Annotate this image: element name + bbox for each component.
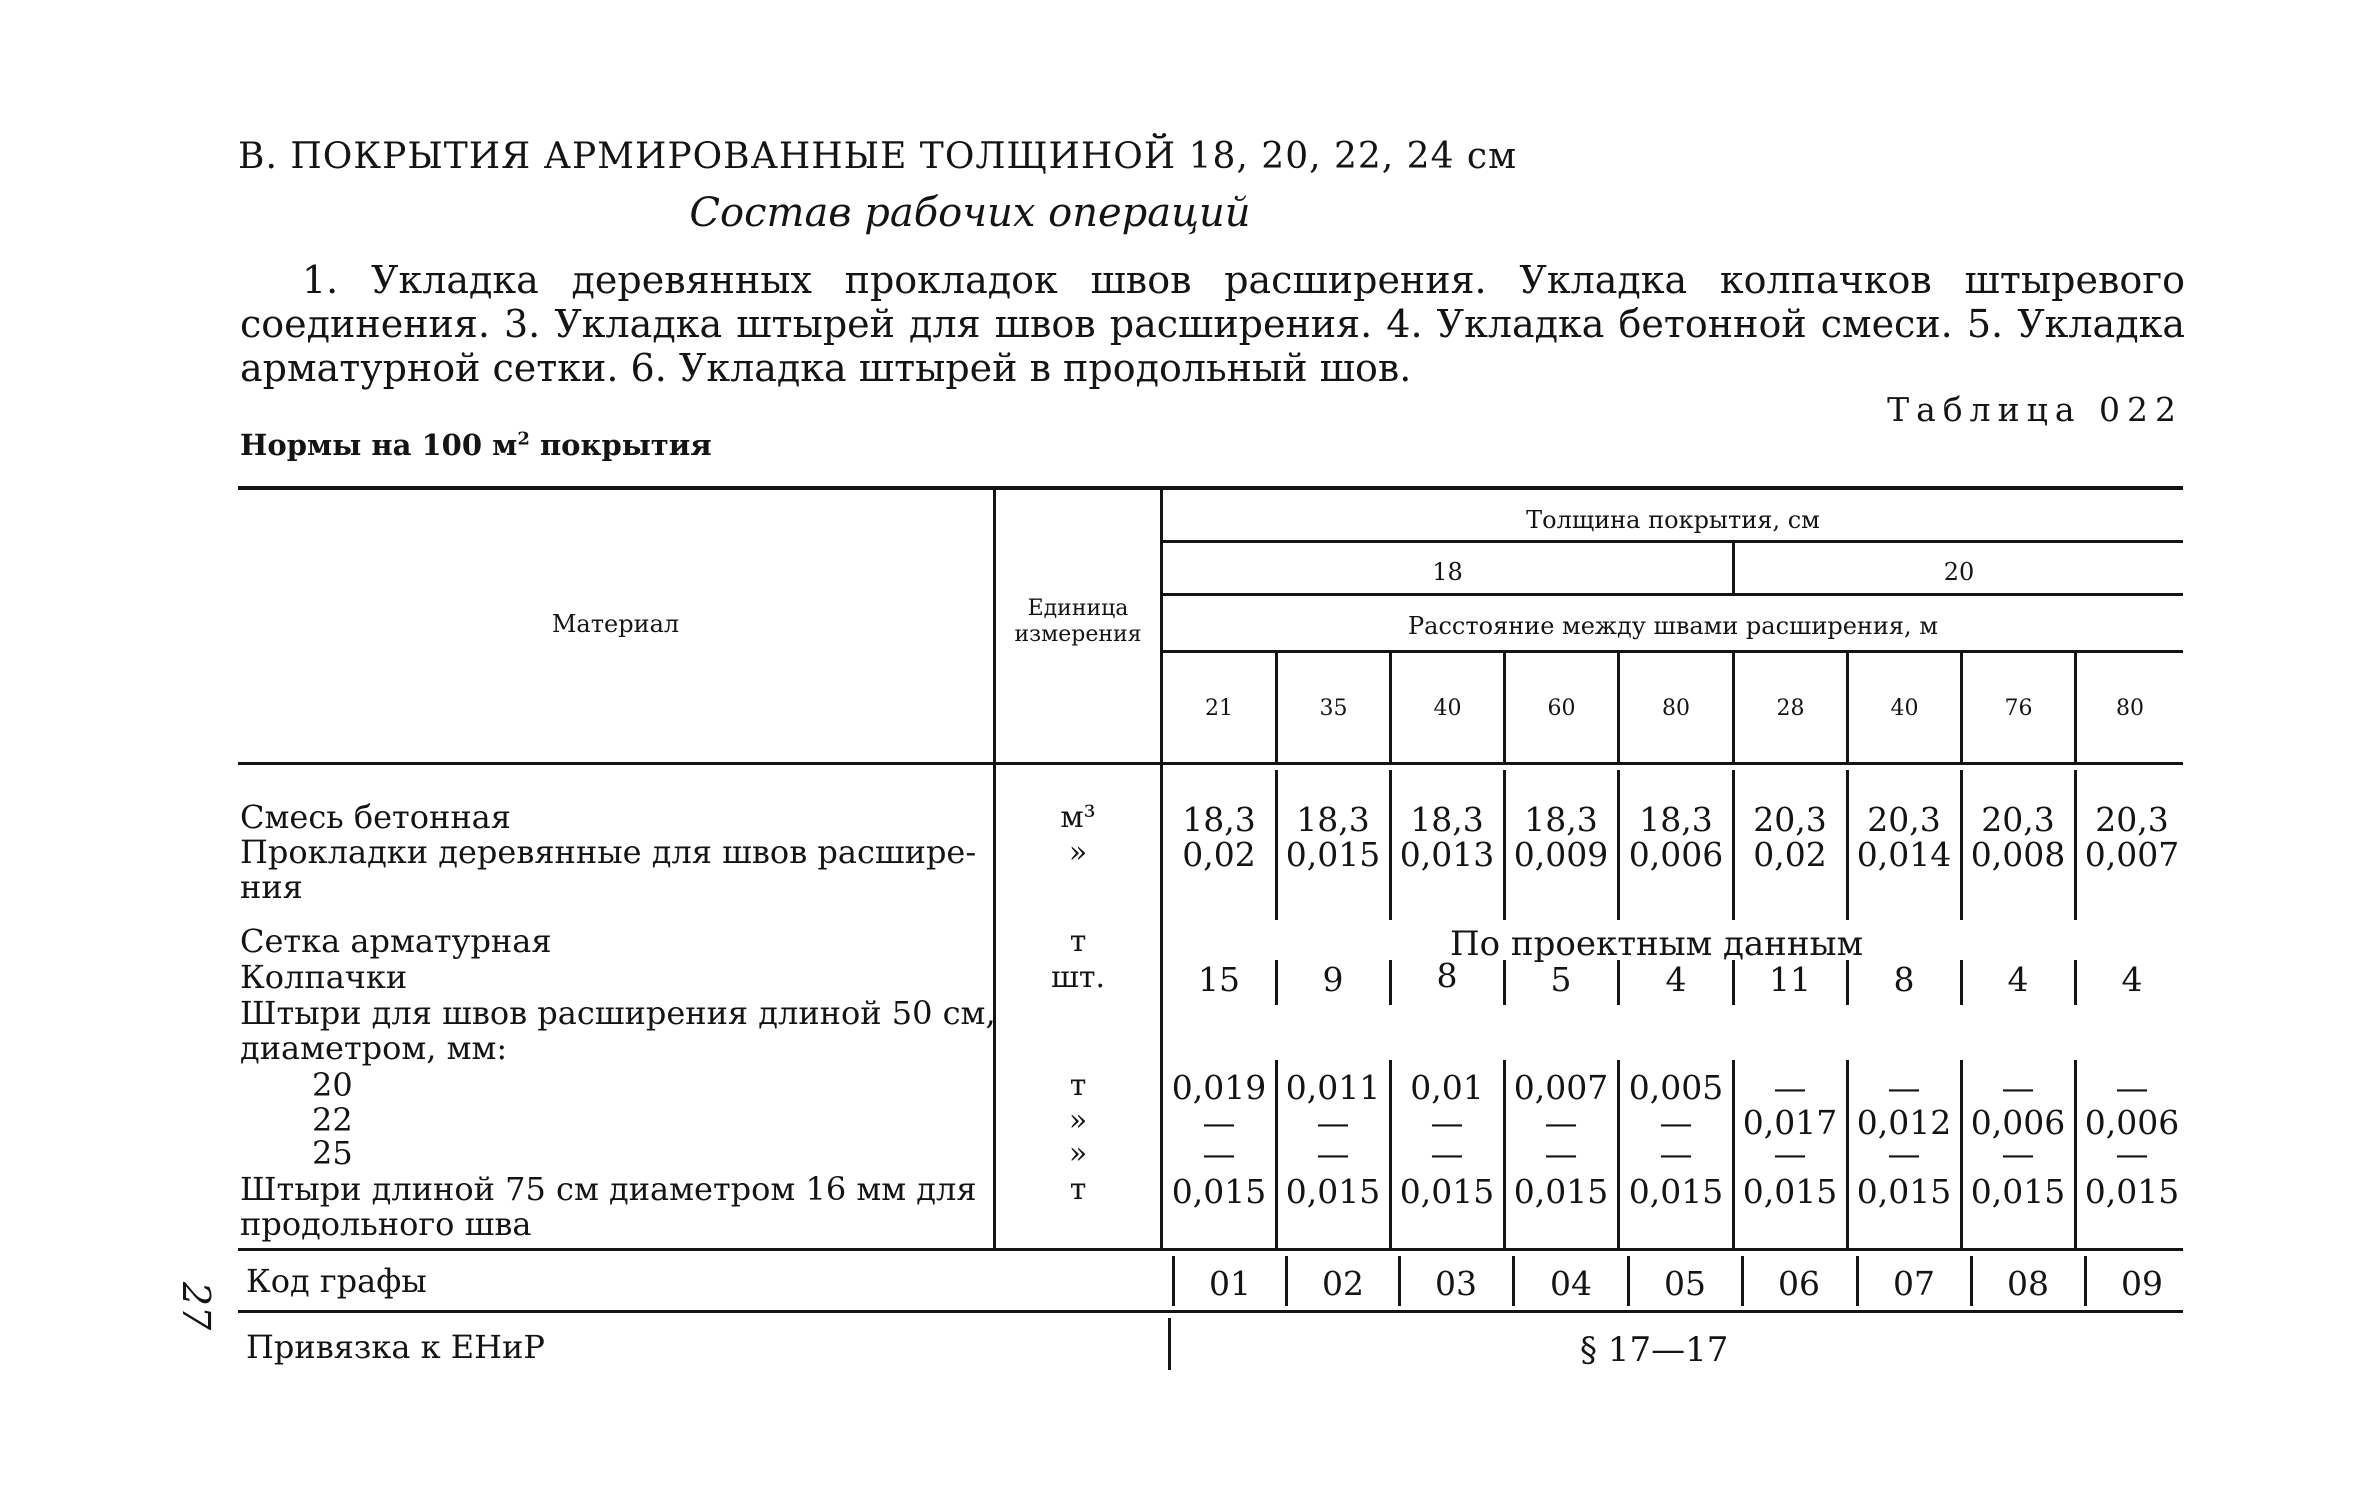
code-bottom-rule	[238, 1310, 2183, 1313]
row-value: 15	[1198, 960, 1240, 999]
row-value: —	[1887, 1068, 1921, 1107]
row-value: 0,007	[1513, 1068, 1609, 1107]
row-value: 0,015	[1285, 835, 1381, 874]
operations-paragraph: 1. Укладка деревянных прокладок швов расширения. Укладка колпачков штыревого соединения. 3. Укладка штырей для швов расширения. 4. Укладка бетонной смеси. 5. Укладка арматурной сетки. 6. Укладка штырей в продольный шов.	[240, 258, 2185, 390]
row-value: 0,02	[1182, 835, 1256, 874]
row-value: —	[1316, 1103, 1350, 1142]
code-value: 04	[1550, 1264, 1592, 1303]
row-value: 0,013	[1399, 835, 1495, 874]
row-value: 0,015	[1399, 1172, 1495, 1211]
row-value: —	[1544, 1103, 1578, 1142]
row-unit: м³	[1060, 800, 1096, 835]
code-value: 09	[2121, 1264, 2163, 1303]
code-value: 08	[2007, 1264, 2049, 1303]
row-material: Штыри для швов расширения длиной 50 см,	[240, 994, 996, 1032]
row-value: 0,015	[1742, 1172, 1838, 1211]
distance-col-2: 35	[1319, 696, 1348, 721]
row-material: 25	[312, 1134, 353, 1172]
row-value: 8	[1893, 960, 1915, 999]
distance-col-5: 80	[1662, 696, 1690, 721]
norms-label-sup: 2	[517, 428, 530, 450]
row-value: 9	[1322, 960, 1344, 999]
distance-col-1: 21	[1205, 696, 1233, 721]
code-row-label: Код графы	[246, 1262, 427, 1300]
row-value: 0,015	[1628, 1172, 1724, 1211]
row-value: —	[1430, 1103, 1464, 1142]
distance-col-4: 60	[1547, 696, 1576, 721]
row-value: —	[2001, 1134, 2035, 1173]
row-value: —	[1430, 1134, 1464, 1173]
row-value: 0,017	[1742, 1103, 1838, 1142]
row-material-cont: диаметром, мм:	[240, 1029, 508, 1067]
row-value: —	[2115, 1134, 2149, 1173]
code-value: 07	[1893, 1264, 1935, 1303]
row-value: 11	[1769, 960, 1811, 999]
table-label: Таблица 022	[1887, 390, 2183, 429]
row-unit: »	[1068, 1136, 1088, 1171]
row-unit: »	[1068, 835, 1088, 870]
row-value: 0,01	[1410, 1068, 1484, 1107]
norms-label	[240, 428, 712, 462]
row-value: 0,006	[1628, 835, 1724, 874]
distance-col-7: 40	[1890, 696, 1919, 721]
thickness-values-rule	[1160, 593, 2183, 596]
row-value: 4	[1665, 960, 1687, 999]
thickness-rule	[1160, 540, 2183, 543]
code-value: 05	[1664, 1264, 1706, 1303]
row-value: 0,009	[1513, 835, 1609, 874]
row-material: Прокладки деревянные для швов расшире-	[240, 833, 977, 871]
row-value: 18,3	[1639, 800, 1713, 839]
row-value: —	[1544, 1134, 1578, 1173]
header-bottom-rule	[238, 762, 2183, 765]
distance-col-9: 80	[2116, 696, 2144, 721]
design-data-note: По проектным данным	[1450, 924, 1864, 964]
ref-row-label: Привязка к ЕНиР	[246, 1328, 545, 1366]
row-material: Колпачки	[240, 958, 408, 996]
row-material: Смесь бетонная	[240, 798, 511, 836]
row-material: 20	[312, 1066, 353, 1104]
row-unit: шт.	[1050, 960, 1106, 995]
row-value: 18,3	[1410, 800, 1484, 839]
row-value: 0,015	[2084, 1172, 2180, 1211]
row-value: —	[1773, 1068, 1807, 1107]
row-material: 22	[312, 1101, 353, 1139]
distance-col-3: 40	[1433, 696, 1462, 721]
row-material-cont: ния	[240, 868, 303, 906]
row-value: —	[2115, 1068, 2149, 1107]
row-unit: т	[1069, 924, 1087, 959]
row-value: —	[1887, 1134, 1921, 1173]
row-value: 0,02	[1753, 835, 1827, 874]
row-value: 20,3	[1753, 800, 1827, 839]
row-material-cont: продольного шва	[240, 1205, 532, 1243]
section-heading: В. ПОКРЫТИЯ АРМИРОВАННЫЕ ТОЛЩИНОЙ 18, 20, 22, 24 см	[238, 136, 1518, 177]
row-material: Сетка арматурная	[240, 922, 552, 960]
row-value: 20,3	[1981, 800, 2055, 839]
row-value: —	[1659, 1134, 1693, 1173]
row-value: 0,006	[1970, 1103, 2066, 1142]
page-number: 27	[174, 1281, 219, 1331]
norms-label-tail: покрытия	[529, 428, 712, 462]
row-value: 0,006	[2084, 1103, 2180, 1142]
sub-heading: Состав рабочих операций	[689, 190, 1251, 236]
row-value: 5	[1550, 960, 1572, 999]
row-value: —	[1659, 1103, 1693, 1142]
row-material: Штыри длиной 75 см диаметром 16 мм для	[240, 1170, 977, 1208]
row-value: —	[1202, 1134, 1236, 1173]
row-value: 0,008	[1970, 835, 2066, 874]
code-value: 02	[1322, 1264, 1364, 1303]
header-thickness-18: 18	[1432, 558, 1463, 586]
row-value: 4	[2007, 960, 2029, 999]
code-value: 03	[1435, 1264, 1477, 1303]
row-value: 0,019	[1171, 1068, 1267, 1107]
row-value: 8	[1436, 956, 1458, 995]
row-value: 0,015	[1513, 1172, 1609, 1211]
row-value: 18,3	[1296, 800, 1370, 839]
row-value: 0,015	[1171, 1172, 1267, 1211]
row-value: 0,015	[1856, 1172, 1952, 1211]
norms-label-text: Нормы на 100 м	[240, 428, 518, 462]
row-value: 0,007	[2084, 835, 2180, 874]
distance-col-8: 76	[2004, 696, 2033, 721]
header-material: Материал	[551, 610, 680, 638]
row-value: 0,012	[1856, 1103, 1952, 1142]
header-unit-line1: Единица	[1027, 596, 1129, 621]
row-value: —	[1202, 1103, 1236, 1142]
header-distance: Расстояние между швами расширения, м	[1408, 612, 1938, 640]
row-value: —	[1773, 1134, 1807, 1173]
row-value: 0,015	[1970, 1172, 2066, 1211]
row-value: 20,3	[2095, 800, 2169, 839]
row-value: 0,005	[1628, 1068, 1724, 1107]
body-bottom-rule	[238, 1248, 2183, 1251]
code-value: 06	[1778, 1264, 1820, 1303]
ref-rule	[1168, 1318, 1171, 1370]
row-unit: т	[1069, 1068, 1087, 1103]
code-value: 01	[1209, 1264, 1251, 1303]
header-unit-line2: измерения	[1014, 622, 1142, 647]
row-value: 0,014	[1856, 835, 1952, 874]
row-unit: т	[1069, 1172, 1087, 1207]
header-thickness: Толщина покрытия, см	[1526, 506, 1820, 534]
row-value: 18,3	[1182, 800, 1256, 839]
row-value: 0,015	[1285, 1172, 1381, 1211]
row-value: —	[2001, 1068, 2035, 1107]
distance-col-6: 28	[1776, 696, 1805, 721]
row-unit: »	[1068, 1103, 1088, 1138]
distance-rule	[1160, 650, 2183, 653]
table-top-rule	[238, 486, 2183, 490]
row-value: —	[1316, 1134, 1350, 1173]
row-value: 0,011	[1285, 1068, 1381, 1107]
header-thickness-20: 20	[1943, 558, 1975, 586]
row-value: 18,3	[1524, 800, 1598, 839]
row-value: 20,3	[1867, 800, 1941, 839]
row-value: 4	[2121, 960, 2143, 999]
ref-row-value: § 17—17	[1580, 1330, 1729, 1370]
